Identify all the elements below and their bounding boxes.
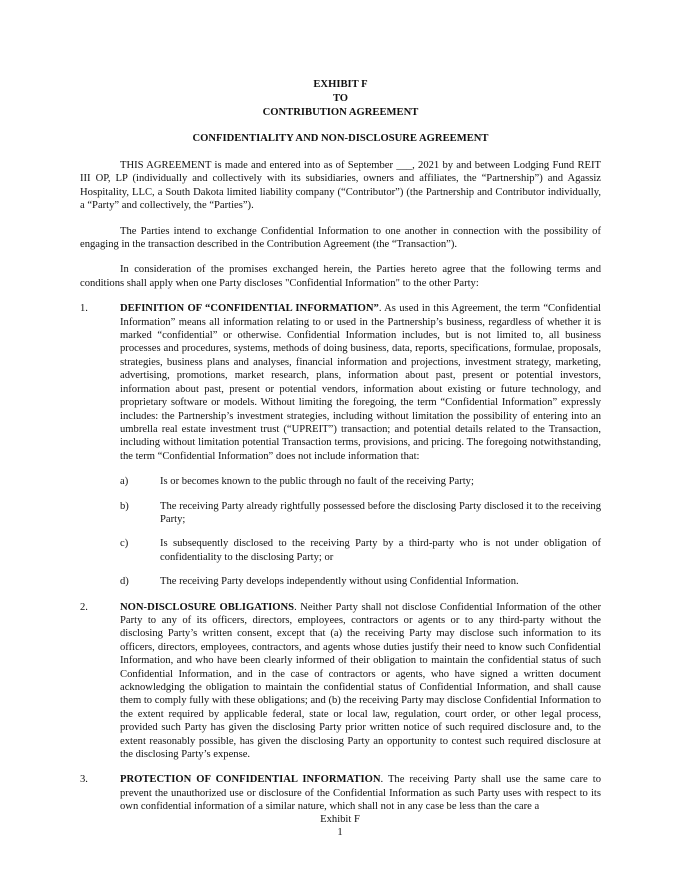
consideration-paragraph: In consideration of the promises exchanged herein, the Parties hereto agree that the following terms and conditions shall apply when one Party discloses "Confidential Information" to the other Party: (80, 264, 601, 289)
list-item (120, 575, 601, 588)
section-number: 3. (80, 774, 88, 786)
list-item-text: The receiving Party already rightfully possessed before the disclosing Party disclosed it to the receiving Party; (160, 500, 601, 525)
section-protection (80, 773, 601, 813)
section-number: 1. (80, 303, 88, 315)
list-item-label: c) (120, 538, 129, 550)
agreement-subtitle: CONFIDENTIALITY AND NON-DISCLOSURE AGREEMENT (192, 133, 489, 144)
intro-paragraph: THIS AGREEMENT is made and entered into as of September ___, 2021 by and between Lodging Fund REIT III OP, LP (individually and collectively with its subsidiaries, owners and affiliates, the “Partnership”) and Agassiz Hospitality, LLC, a South Dakota limited liability company (“Contributor”) (the Partnership and Contributor individually, a “Party” and collectively, the “Parties”). (80, 160, 601, 212)
exhibit-line-1: EXHIBIT F (313, 79, 368, 90)
section-text: . As used in this Agreement, the term “Confidential Information” means all information relating to or used in the Partnership’s business, regardless of whether it is marked “confidential” or otherwise. Confidential Information includes, but is not limited to, all business processes and procedures, systems, methods of doing business, data, reports, specifications, formulae, proposals, strategies, business plans and analyses, financial information and projections, investment strategy, marketing, advertising, promotions, market research, plans, information about past, present or potential investors, information about past, present or potential vendors, information about existing or future technology, and proprietary software or models. Without limiting the foregoing, the term “Confidential Information” expressly includes: the Partnership’s investment strategies, including without limitation the possibility of entering into an umbrella real estate investment trust (“UPREIT”) transaction; and potential details related to the Transaction, including without limitation potential Transaction terms, provisions, and pricing. The foregoing notwithstanding, the term “Confidential Information” does not include information that: (120, 303, 601, 462)
footer-label: Exhibit F (320, 814, 360, 825)
list-item-text: Is or becomes known to the public through no fault of the receiving Party; (160, 476, 474, 488)
section-heading: DEFINITION OF “CONFIDENTIAL INFORMATION” (120, 303, 379, 315)
exhibit-title (80, 78, 601, 120)
list-item-label: b) (120, 500, 129, 512)
exhibit-line-3: CONTRIBUTION AGREEMENT (262, 107, 419, 118)
list-item-label: a) (120, 476, 129, 488)
exclusion-list (120, 475, 601, 588)
section-non-disclosure (80, 601, 601, 762)
list-item-label: d) (120, 576, 129, 588)
section-heading: NON-DISCLOSURE OBLIGATIONS (120, 601, 295, 613)
page-number: 1 (337, 827, 343, 838)
list-item-text: The receiving Party develops independently without using Confidential Information. (160, 576, 519, 588)
intent-paragraph: The Parties intend to exchange Confidential Information to one another in connection with the possibility of engaging in the transaction described in the Contribution Agreement (the “Transaction”). (80, 225, 601, 251)
exhibit-line-2: TO (332, 93, 349, 104)
section-number: 2. (80, 601, 88, 613)
list-item (120, 500, 601, 527)
list-item (120, 475, 601, 488)
list-item (120, 537, 601, 564)
section-text: . The receiving Party shall use the same care to prevent the unauthorized use or disclosure of the Confidential Information as such Party uses with respect to its own confidential information of a similar nature, which shall not in any case be less than the care a (120, 774, 602, 813)
page-footer (0, 813, 680, 839)
section-definition (80, 302, 601, 588)
section-text: . Neither Party shall not disclose Confidential Information of the other Party to any of its officers, directors, employees, contractors or agents or to any third-party without the disclosing Party’s written consent, except that (a) the receiving Party may disclose such information to its officers, directors, employees, contractors, and agents whose duties justify their need to know such Confidential Information, and who have been clearly informed of their obligation to maintain the confidential status of such Confidential Information, and in the case of contractors or agents, who have signed a written document acknowledging the obligation to maintain the confidential status of Confidential Information, and shall cause them to comply fully with these obligations; and (b) the receiving Party may disclose Confidential Information to the extent required by applicable federal, state or local law, regulation, court order, or other legal process, provided such Party has given the disclosing Party prior written notice of such required disclosure and, to the extent reasonably possible, has given the disclosing Party an opportunity to contest such required disclosure at the disclosing Party’s expense. (120, 601, 601, 761)
section-heading: PROTECTION OF CONFIDENTIAL INFORMATION (120, 774, 381, 786)
document-page (80, 78, 601, 826)
list-item-text: Is subsequently disclosed to the receiving Party by a third-party who is not under obligation of confidentiality to the disclosing Party; or (160, 538, 601, 563)
